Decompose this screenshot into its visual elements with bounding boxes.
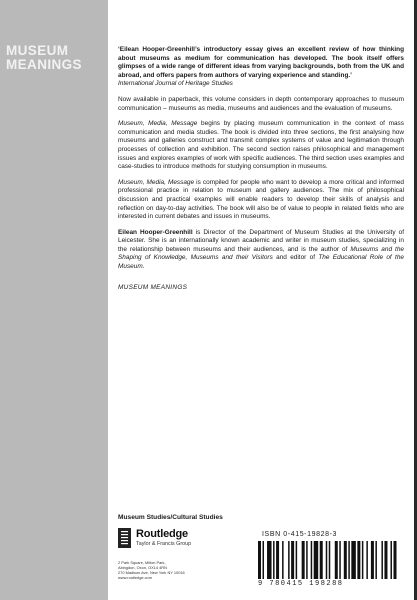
review-quote-source: International Journal of Heritage Studies [118,80,233,88]
author-paragraph [118,229,404,272]
routledge-logo-icon [118,528,131,548]
series-note: MUSEUM MEANINGS [118,283,188,291]
review-quote-text: ‘Eilean Hooper-Greenhill’s introductory essay gives an excellent review of how thinking about museums as medium for communication has developed. The book itself offers glimpses of a wide range of different ideas from varying backgrounds, both from the UK and abroad, and offers papers from authors of varying experience and standing.’ [118,46,404,79]
barcode-bar [288,541,290,579]
audience-text: is compiled for people who want to develop a more critical and informed professional practice in relation to museum and gallery audiences. The mix of philosophical discussion and practical examples will enable readers to develop their skills of analysis and reflection on day-to-day activities. The book will also be of value to people in related fields who are interested in current debates and issues in museums. [118,178,405,221]
audience-paragraph [118,179,404,222]
barcode-bar [320,541,323,579]
barcode-bar [273,541,275,579]
series-logo [6,44,102,72]
blurb [118,46,404,299]
publisher-name: Routledge [136,528,188,540]
structure-paragraph [118,120,404,172]
barcode-digits: 9 780415 198288 [258,580,344,588]
barcode-bar [371,541,374,579]
address-line: 270 Madison Ave, New York NY 10016 [118,570,185,575]
barcode-bar [326,541,328,579]
book-title-ref: Museum, Media, Message [118,120,198,128]
barcode-bar [291,541,294,579]
barcode-bar [276,541,279,579]
publisher-address [118,560,185,580]
address-line: Abingdon, Oxon, OX14 4RN [118,565,167,570]
barcode-bar [348,541,350,579]
author-book-2: The Educational Role of the Museum [118,254,405,271]
barcode-bar [282,541,284,579]
publisher-url: www.routledge.com [118,575,152,580]
author-text-1: is Director of the Department of Museum Studies at the University of Leicester. She is an internationally known academic and writer in museum studies, specializing in the relationship between museums and their audiences, and is the author of [118,228,404,253]
barcode-bar [302,541,305,579]
barcode-bar [393,541,396,579]
structure-text: begins by placing museum communication in the context of mass communication and media studies. The book is divided into three sections, the first analysing how museums and galleries construct and transmit complex systems of value and legitimation through processes of collection and exhibition. The second section raises philosophical and management issues and explores examples of work with specific audiences. The third section uses examples and case-studies to introduce methods for studying consumption in museums. [118,120,404,171]
barcode-bar [357,541,360,579]
barcode-bar [314,541,319,579]
barcode-bar [384,541,387,579]
author-name: Eilean Hooper-Greenhill [118,228,193,236]
barcode-bar [339,541,341,579]
author-book-1: Museums and the Shaping of Knowledge, Museums and their Visitors [118,245,404,262]
barcode-bar [267,541,272,579]
isbn: ISBN 0-415-19828-3 [262,531,338,538]
barcode-bar [311,541,313,579]
series-logo-line1: MUSEUM [6,43,69,58]
subject-category: Museum Studies/Cultural Studies [118,514,223,521]
review-quote [118,46,404,89]
barcode [258,541,398,579]
author-text-2: and editor of [272,254,319,262]
barcode-bar [335,541,338,579]
series-logo-line2: MEANINGS [6,57,82,72]
series-band [0,0,108,600]
barcode-bar [344,541,347,579]
book-title-ref: Museum, Media, Message [118,178,195,186]
barcode-bar [362,541,364,579]
barcode-bar [263,541,265,579]
barcode-bar [390,541,392,579]
barcode-bar [258,541,261,579]
author-text-3: . [142,263,145,271]
intro-paragraph: Now available in paperback, this volume considers in depth contemporary approaches to museum communication – museums as media, museums and audiences and the evaluation of museums. [118,95,404,112]
barcode-bar [366,541,368,579]
barcode-bar [306,541,308,579]
barcode-bar [381,541,383,579]
barcode-bar [375,541,377,579]
barcode-bar [351,541,356,579]
address-line: 2 Park Square, Milton Park, [118,560,166,565]
barcode-bar [296,541,298,579]
barcode-bar [329,541,331,579]
publisher-group: Taylor & Francis Group [136,541,192,547]
